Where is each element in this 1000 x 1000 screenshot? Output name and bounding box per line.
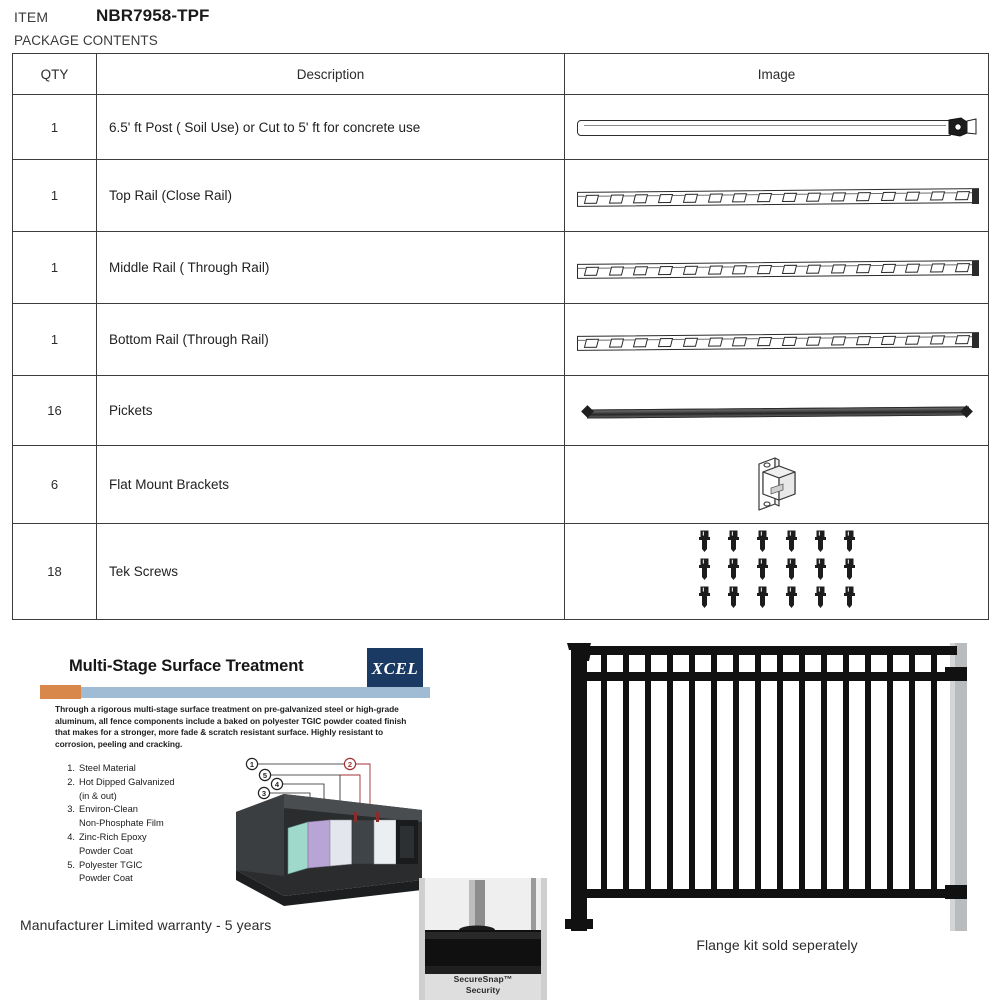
tek-screws-icon-group (693, 531, 860, 613)
row-image (565, 232, 989, 304)
tek-screw (755, 558, 770, 585)
tek-screw (755, 530, 770, 557)
treatment-layer-item (60, 762, 240, 776)
picket-icon (587, 404, 967, 418)
fence-panel-illustration (563, 637, 991, 937)
fence-picket (931, 649, 937, 897)
tek-screw-icon (784, 558, 799, 580)
tek-screw (697, 530, 712, 557)
tek-screw-icon (813, 586, 828, 608)
row-image (565, 524, 989, 620)
tek-screw (726, 586, 741, 613)
fence-picket (645, 649, 651, 897)
tek-screw (697, 558, 712, 585)
accent-bar-blue (40, 687, 430, 698)
tek-screw-icon (813, 558, 828, 580)
fence-caption: Flange kit sold seperately (696, 937, 858, 953)
securesnap-caption (419, 974, 547, 996)
tek-screw-icon (755, 558, 770, 580)
treatment-layer-label: Polyester TGIC (79, 859, 143, 870)
securesnap-caption-line1: SecureSnap™ (453, 974, 513, 984)
tube-cutaway-diagram (232, 750, 428, 925)
treatment-layer-label-cont: Powder Coat (79, 873, 133, 884)
row-description: Top Rail (Close Rail) (97, 160, 565, 232)
package-contents-title: PACKAGE CONTENTS (14, 33, 158, 48)
fence-picket (667, 649, 673, 897)
xcel-logo (367, 648, 423, 690)
svg-text:5: 5 (262, 771, 268, 780)
tek-screw-icon (755, 586, 770, 608)
row-description: Bottom Rail (Through Rail) (97, 304, 565, 376)
surface-treatment-panel (14, 640, 434, 940)
bottom-rail-icon (577, 329, 977, 351)
treatment-layer-label-cont: Powder Coat (79, 845, 133, 856)
fence-picket (843, 649, 849, 897)
treatment-layer-label-cont: Non-Phosphate Film (79, 818, 164, 829)
accent-bar-orange (40, 685, 81, 699)
treatment-layer-item (60, 776, 240, 804)
treatment-layer-label: Hot Dipped Galvanized (79, 776, 175, 787)
column-header-image: Image (565, 54, 989, 95)
fence-picket (623, 649, 629, 897)
tek-screw-icon (697, 530, 712, 552)
fence-picket (909, 649, 915, 897)
package-contents-table (12, 53, 989, 620)
tek-screw (813, 586, 828, 613)
tek-screw (697, 586, 712, 613)
row-description: 6.5' ft Post ( Soil Use) or Cut to 5' ft for concrete use (97, 95, 565, 160)
fence-picket (821, 649, 827, 897)
table-row (13, 95, 989, 160)
fence-second-rail (579, 672, 957, 681)
row-description: Middle Rail ( Through Rail) (97, 232, 565, 304)
row-qty: 1 (13, 232, 97, 304)
column-header-description: Description (97, 54, 565, 95)
treatment-layer-label: Zinc-Rich Epoxy (79, 831, 147, 842)
fence-picket (601, 649, 607, 897)
tek-screw (726, 530, 741, 557)
table-row (13, 160, 989, 232)
securesnap-caption-line2: Security (465, 985, 501, 995)
treatment-title: Multi-Stage Surface Treatment (69, 657, 304, 675)
fence-picket (755, 649, 761, 897)
flat-mount-bracket-icon (745, 454, 809, 516)
row-qty: 16 (13, 376, 97, 446)
tek-screw-icon (697, 586, 712, 608)
fence-panel-figure (563, 637, 991, 1000)
tek-screw (784, 586, 799, 613)
treatment-layer-label: Environ-Clean (79, 804, 138, 815)
xcel-logo-text: XCEL (371, 659, 419, 678)
svg-text:1: 1 (249, 760, 255, 769)
tek-screw (755, 586, 770, 613)
row-description: Flat Mount Brackets (97, 446, 565, 524)
fence-top-rail (579, 646, 957, 655)
row-image (565, 160, 989, 232)
tek-screw (842, 586, 857, 613)
tube-callout-3 (258, 787, 269, 798)
column-header-qty: QTY (13, 54, 97, 95)
row-description: Tek Screws (97, 524, 565, 620)
svg-text:2: 2 (347, 760, 353, 769)
tube-callout-4 (271, 778, 282, 789)
item-label: ITEM (14, 9, 49, 25)
row-qty: 6 (13, 446, 97, 524)
table-row (13, 376, 989, 446)
tube-callout-5 (259, 769, 270, 780)
tek-screw-icon (813, 530, 828, 552)
tube-callout-2 (344, 758, 355, 769)
tube-callout-1 (246, 758, 257, 769)
fence-post-icon (577, 114, 977, 140)
tek-screw-icon (726, 558, 741, 580)
tek-screw-icon (842, 586, 857, 608)
table-header-row (13, 54, 989, 95)
fence-bottom-rail (579, 889, 957, 898)
table-row (13, 446, 989, 524)
treatment-layer-number: 1. (67, 763, 75, 773)
table-row (13, 304, 989, 376)
middle-rail-icon (577, 257, 977, 279)
treatment-layer-number: 2. (67, 776, 75, 787)
row-image (565, 376, 989, 446)
row-qty: 1 (13, 95, 97, 160)
tek-screw (726, 558, 741, 585)
tek-screw-icon (697, 558, 712, 580)
row-qty: 1 (13, 160, 97, 232)
row-image (565, 304, 989, 376)
tek-screw-icon (755, 530, 770, 552)
fence-picket (887, 649, 893, 897)
tek-screw (784, 558, 799, 585)
treatment-layer-label: Steel Material (79, 763, 136, 773)
top-rail-icon (577, 185, 977, 207)
fence-picket (711, 649, 717, 897)
fence-post-left (571, 643, 587, 931)
tek-screw-icon (842, 558, 857, 580)
tek-screw-icon (726, 586, 741, 608)
treatment-layer-label-cont: (in & out) (79, 790, 117, 801)
warranty-note: Manufacturer Limited warranty - 5 years (20, 917, 272, 933)
treatment-layer-number: 4. (67, 831, 75, 842)
treatment-body-text: Through a rigorous multi-stage surface treatment on pre-galvanized steel or high-grade aluminum, all fence components include a baked on polyester TGIC powder coated finish that makes for a stronger, more fade & scratch resistant surface. Highly resistant to corrosion, peeling and cracking. (55, 704, 407, 749)
securesnap-photo (419, 878, 547, 1000)
fence-picket (865, 649, 871, 897)
tek-screw (842, 558, 857, 585)
treatment-layer-item (60, 803, 240, 831)
fence-picket (777, 649, 783, 897)
row-image (565, 95, 989, 160)
tek-screw (784, 530, 799, 557)
fence-picket (689, 649, 695, 897)
tek-screw-icon (726, 530, 741, 552)
item-header (14, 5, 614, 33)
row-description: Pickets (97, 376, 565, 446)
row-qty: 1 (13, 304, 97, 376)
tek-screw (813, 530, 828, 557)
table-row (13, 524, 989, 620)
tek-screw-icon (784, 586, 799, 608)
svg-text:3: 3 (261, 789, 267, 798)
treatment-layer-item (60, 859, 240, 887)
item-number: NBR7958-TPF (96, 6, 210, 25)
post-cap-icon (947, 116, 977, 138)
svg-text:4: 4 (274, 780, 280, 789)
tek-screw (842, 530, 857, 557)
table-row (13, 232, 989, 304)
treatment-layer-number: 3. (67, 804, 75, 815)
fence-picket (799, 649, 805, 897)
treatment-layer-number: 5. (67, 859, 75, 870)
tek-screw (813, 558, 828, 585)
fence-picket (733, 649, 739, 897)
tek-screw-icon (784, 530, 799, 552)
tek-screw-icon (842, 530, 857, 552)
treatment-layer-list (60, 762, 240, 886)
treatment-layer-item (60, 831, 240, 859)
row-qty: 18 (13, 524, 97, 620)
row-image (565, 446, 989, 524)
